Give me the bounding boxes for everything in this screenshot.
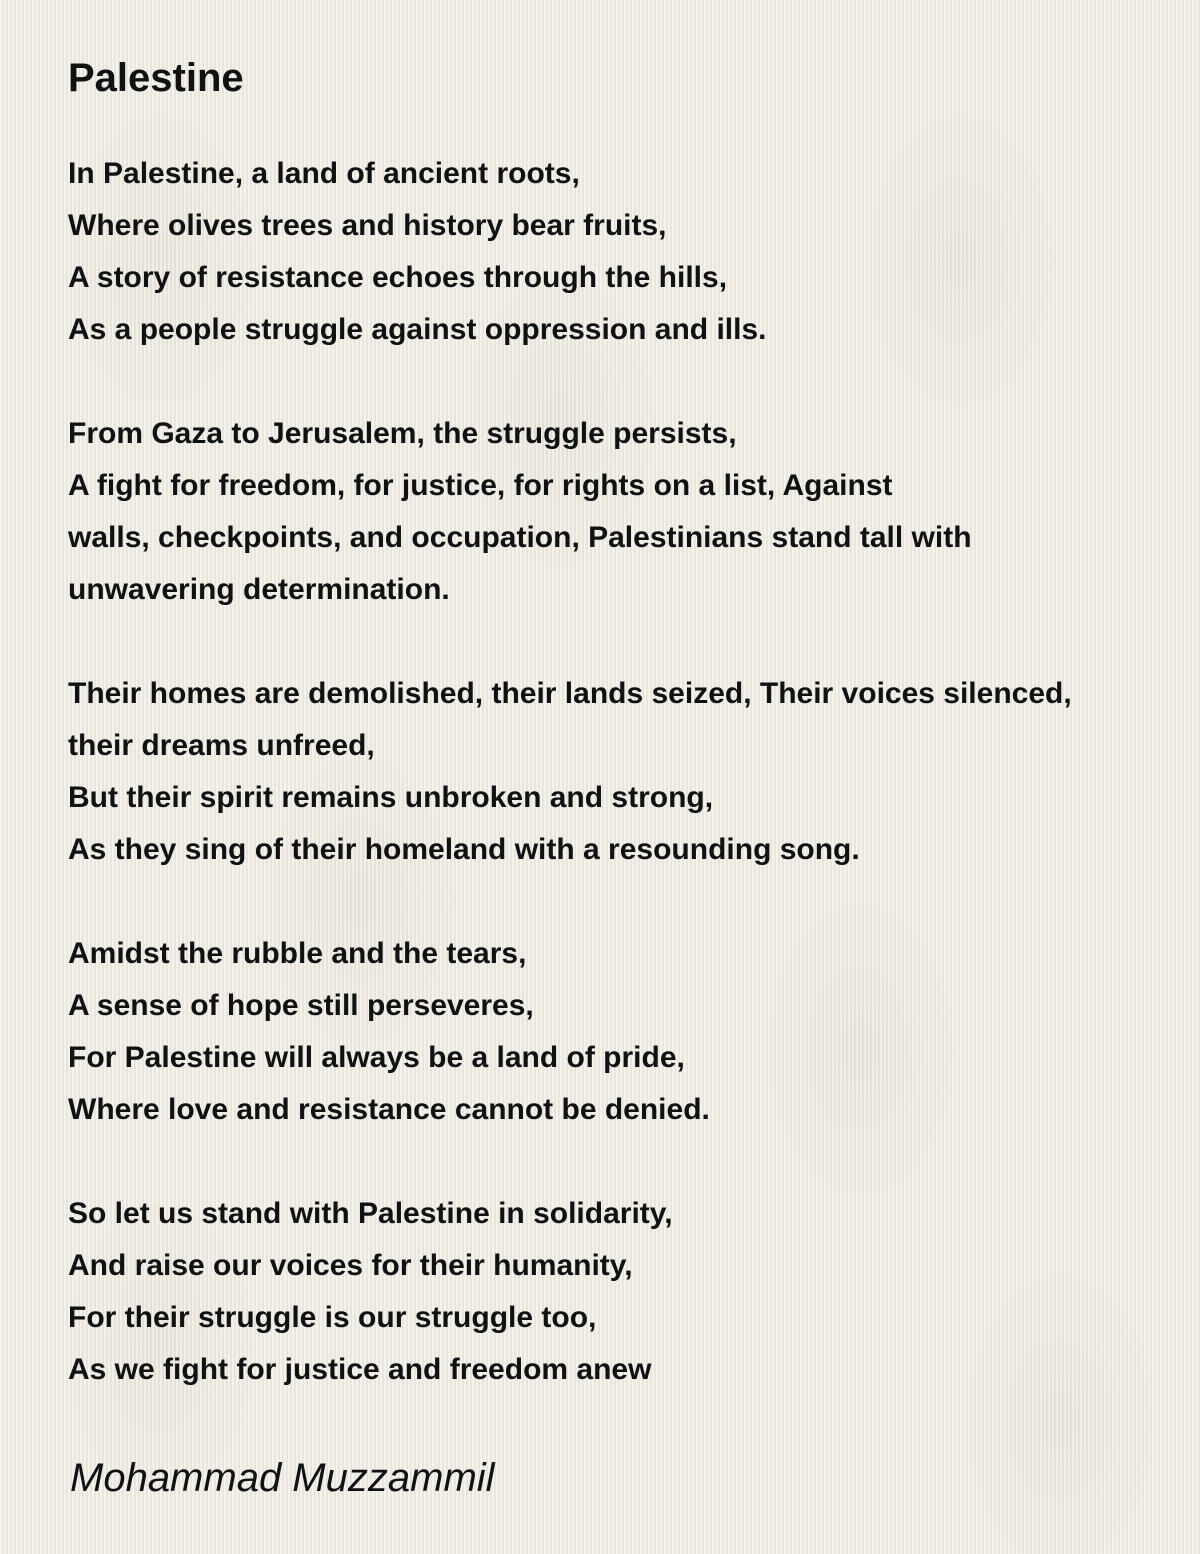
stanza-2 <box>68 408 1168 616</box>
poem-line: But their spirit remains unbroken and strong, <box>68 781 714 814</box>
poem-line: walls, checkpoints, and occupation, Palestinians stand tall with <box>68 521 972 554</box>
poem-page <box>68 52 1168 1448</box>
stanza-1 <box>68 148 1168 356</box>
stanza-5 <box>68 1188 1168 1396</box>
stanza-4 <box>68 928 1168 1136</box>
poem-line: A story of resistance echoes through the hills, <box>68 261 728 294</box>
poem-line: unwavering determination. <box>68 573 450 606</box>
poem-line: In Palestine, a land of ancient roots, <box>68 157 580 190</box>
poem-line: From Gaza to Jerusalem, the struggle persists, <box>68 417 737 450</box>
poem-line: Where love and resistance cannot be denied. <box>68 1093 710 1126</box>
poem-line: So let us stand with Palestine in solidarity, <box>68 1197 673 1230</box>
poem-line: For their struggle is our struggle too, <box>68 1301 597 1334</box>
poem-line: And raise our voices for their humanity, <box>68 1249 633 1282</box>
stanza-3 <box>68 668 1168 876</box>
poem-line: Amidst the rubble and the tears, <box>68 937 527 970</box>
poem-body <box>68 148 1168 1396</box>
poem-line: As a people struggle against oppression and ills. <box>68 313 767 346</box>
poem-line: Their homes are demolished, their lands seized, Their voices silenced, <box>68 677 1072 710</box>
poem-line: For Palestine will always be a land of pride, <box>68 1041 685 1074</box>
poem-author: Mohammad Muzzammil <box>70 1456 495 1500</box>
poem-line: As they sing of their homeland with a resounding song. <box>68 833 860 866</box>
poem-line: As we fight for justice and freedom anew <box>68 1353 652 1386</box>
poem-line: A fight for freedom, for justice, for rights on a list, Against <box>68 469 893 502</box>
poem-line: A sense of hope still perseveres, <box>68 989 534 1022</box>
poem-line: Where olives trees and history bear fruits, <box>68 209 667 242</box>
poem-title: Palestine <box>68 56 244 100</box>
poem-line: their dreams unfreed, <box>68 729 375 762</box>
